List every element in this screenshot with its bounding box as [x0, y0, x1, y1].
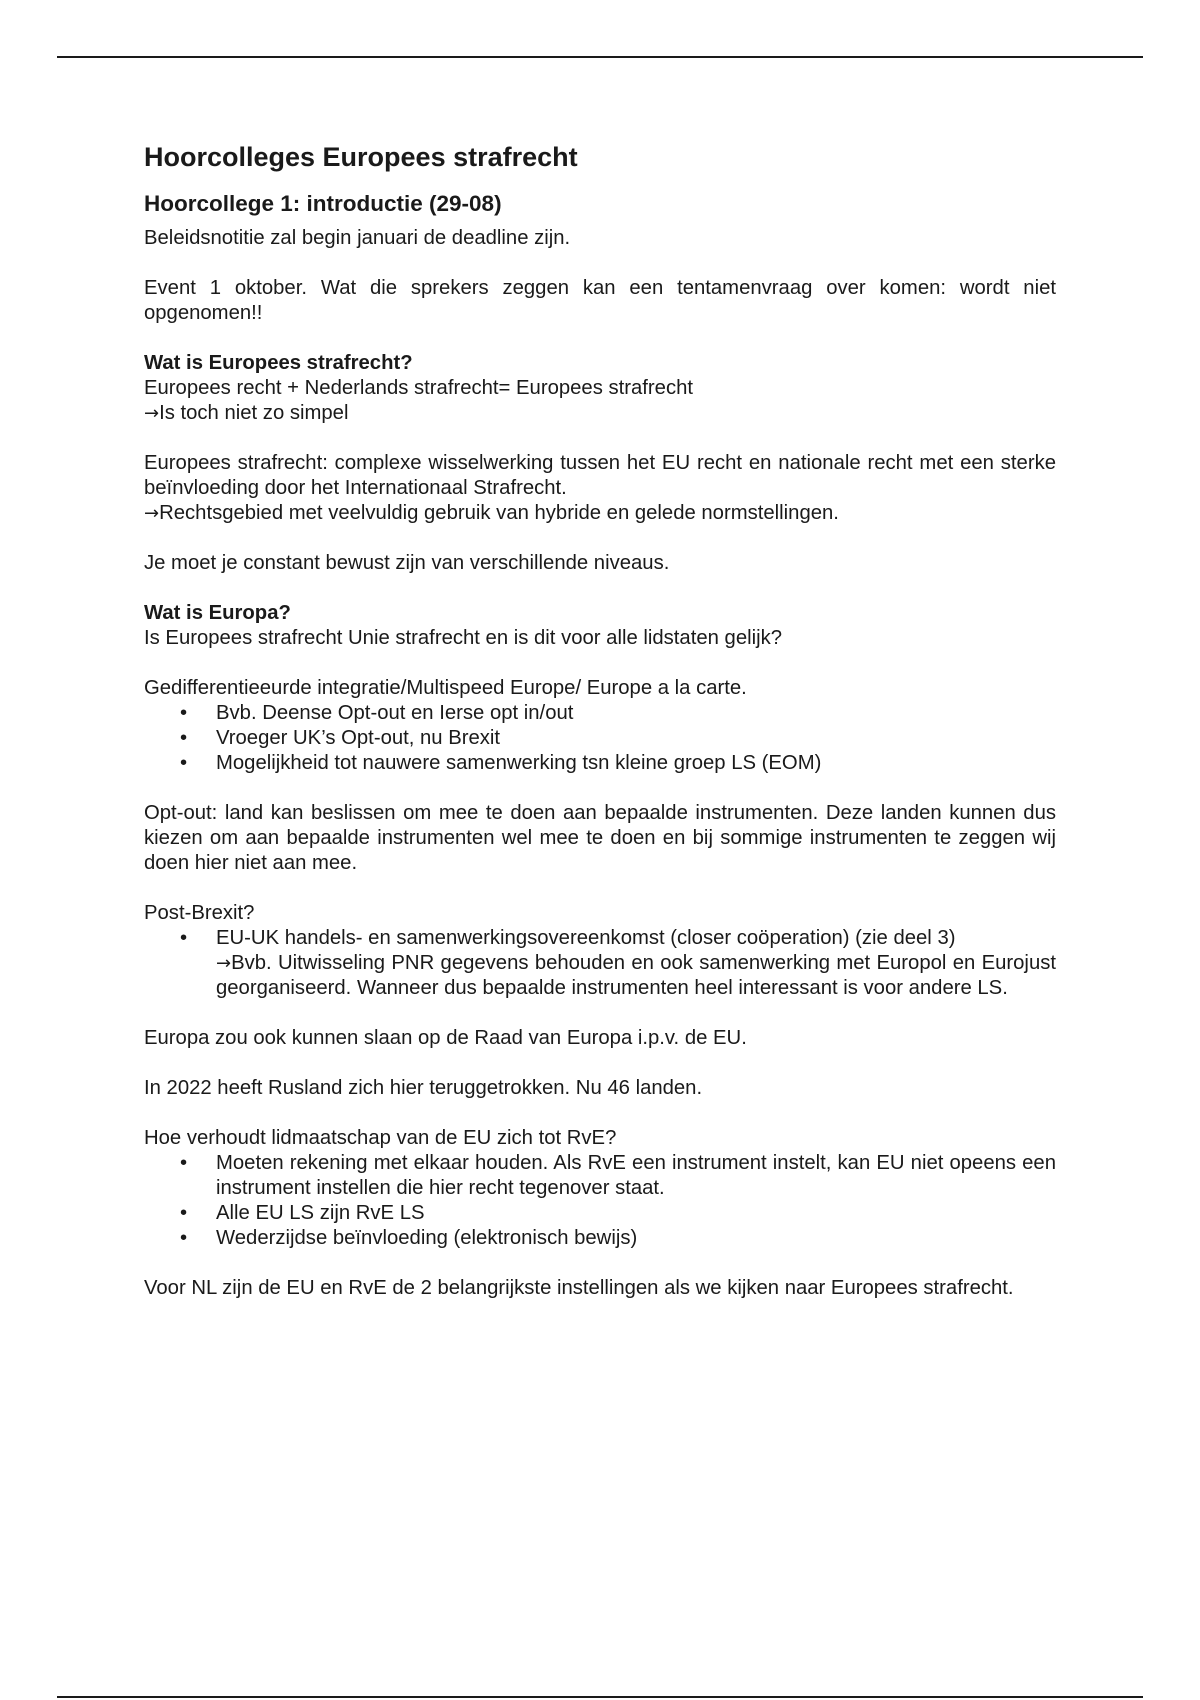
section-heading: Wat is Europa? [144, 602, 291, 624]
document-body [144, 140, 1056, 1326]
list-item-text: • EU-UK handels- en samenwerkingsovereenkomst (closer coöperation) (zie deel 3) [216, 927, 956, 949]
paragraph-conclusion: Voor NL zijn de EU en RvE de 2 belangrijkste instellingen als we kijken naar Europees strafrecht. [144, 1277, 1014, 1299]
arrow-icon: → [144, 503, 160, 524]
paragraph-differentiated-integration: Gedifferentieeurde integratie/Multispeed Europe/ Europe a la carte. [144, 677, 747, 699]
list-item: • Vroeger UK’s Opt-out, nu Brexit [216, 726, 1056, 751]
section-line: Is Europees strafrecht Unie strafrecht en is dit voor alle lidstaten gelijk? [144, 627, 783, 649]
bullet-list-membership [144, 1151, 1056, 1251]
list-item: • Moeten rekening met elkaar houden. Als RvE een instrument instelt, kan EU niet opeens een instrument instellen die hier recht tegenover staat. [216, 1151, 1056, 1201]
list-item: • Wederzijdse beïnvloeding (elektronisch bewijs) [216, 1226, 1056, 1251]
paragraph-membership: Hoe verhoudt lidmaatschap van de EU zich tot RvE? [144, 1127, 617, 1149]
arrow-line [144, 401, 1056, 426]
paragraph-event: Event 1 oktober. Wat die sprekers zeggen kan een tentamenvraag over komen: wordt niet opgenomen!! [144, 277, 1056, 324]
paragraph-post-brexit: Post-Brexit? [144, 902, 255, 924]
list-item [216, 926, 1056, 1001]
list-item: • Alle EU LS zijn RvE LS [216, 1201, 1056, 1226]
list-item: • Bvb. Deense Opt-out en Ierse opt in/out [216, 701, 1056, 726]
arrow-line-text: Is toch niet zo simpel [159, 402, 349, 424]
section-what-is-european-criminal-law [144, 351, 1056, 426]
document-title: Hoorcolleges Europees strafrecht [144, 142, 578, 172]
arrow-line-text: Bvb. Uitwisseling PNR gegevens behouden en ook samenwerking met Europol en Eurojust georganiseerd. Wanneer dus bepaalde instrumenten heel interessant is voor andere LS. [216, 952, 1056, 999]
arrow-line [216, 951, 1056, 1001]
footer-rule [57, 1696, 1143, 1698]
arrow-line [144, 501, 1056, 526]
paragraph-text: Europees strafrecht: complexe wisselwerking tussen het EU recht en nationale recht met een sterke beïnvloeding door het Internationaal Strafrecht. [144, 452, 1056, 499]
arrow-icon: → [216, 953, 232, 974]
section-line: Europees recht + Nederlands strafrecht= Europees strafrecht [144, 377, 694, 399]
bullet-list-opt-outs [144, 701, 1056, 776]
paragraph-russia: In 2022 heeft Rusland zich hier teruggetrokken. Nu 46 landen. [144, 1077, 703, 1099]
paragraph-council-of-europe: Europa zou ook kunnen slaan op de Raad van Europa i.p.v. de EU. [144, 1027, 747, 1049]
arrow-line-text: Rechtsgebied met veelvuldig gebruik van hybride en gelede normstellingen. [159, 502, 839, 524]
bullet-list-post-brexit [144, 926, 1056, 1001]
paragraph-complex-interaction [144, 451, 1056, 526]
arrow-icon: → [144, 403, 160, 424]
lecture-heading: Hoorcollege 1: introductie (29-08) [144, 191, 502, 216]
section-heading: Wat is Europees strafrecht? [144, 352, 413, 374]
section-what-is-europe [144, 601, 1056, 651]
list-item: • Mogelijkheid tot nauwere samenwerking tsn kleine groep LS (EOM) [216, 751, 1056, 776]
paragraph-opt-out: Opt-out: land kan beslissen om mee te doen aan bepaalde instrumenten. Deze landen kunnen dus kiezen om aan bepaalde instrumenten wel mee te doen en bij sommige instrumenten te zeggen wij doen hier niet aan mee. [144, 802, 1056, 874]
header-rule [57, 56, 1143, 58]
paragraph-deadline: Beleidsnotitie zal begin januari de deadline zijn. [144, 227, 571, 249]
paragraph-levels: Je moet je constant bewust zijn van verschillende niveaus. [144, 552, 670, 574]
